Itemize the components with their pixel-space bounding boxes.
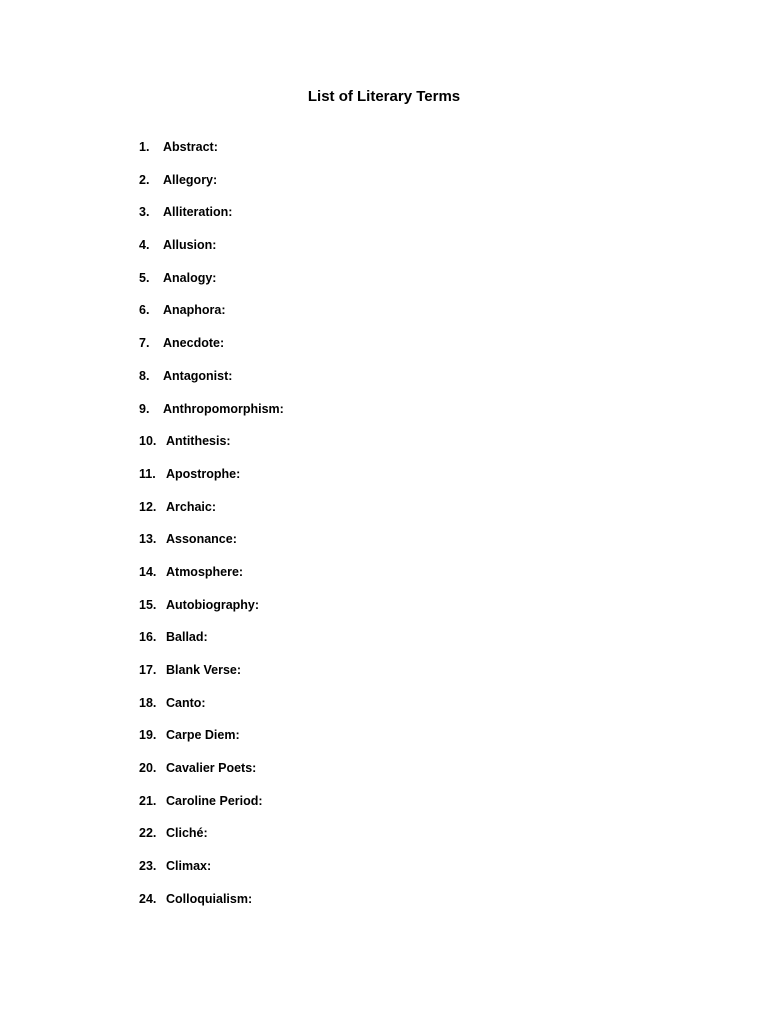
term-number: 21. (139, 793, 157, 808)
term-label: Carpe Diem: (166, 728, 240, 743)
term-label: Cliché: (166, 826, 208, 841)
term-number: 24. (139, 891, 157, 906)
list-item (139, 694, 284, 727)
term-number: 3. (139, 205, 150, 220)
term-label: Colloquialism: (166, 891, 253, 906)
term-label: Analogy: (163, 270, 217, 285)
list-item (139, 334, 284, 367)
term-label: Apostrophe: (166, 466, 241, 481)
list-item (139, 203, 284, 236)
term-label: Atmosphere: (166, 564, 244, 579)
term-label: Blank Verse: (166, 663, 242, 677)
term-number: 12. (139, 499, 157, 514)
term-number: 5. (139, 270, 150, 285)
term-label: Anthropomorphism: (163, 401, 284, 416)
term-label: Abstract: (163, 140, 218, 154)
list-item (139, 596, 284, 629)
term-label: Antithesis: (166, 434, 231, 449)
term-number: 2. (139, 172, 150, 187)
list-item (139, 301, 284, 334)
term-list (139, 138, 284, 923)
term-label: Caroline Period: (166, 793, 263, 808)
list-item (139, 138, 284, 171)
term-number: 13. (139, 532, 157, 547)
term-label: Ballad: (166, 630, 208, 645)
term-number: 23. (139, 859, 157, 874)
term-number: 6. (139, 303, 150, 318)
list-item (139, 857, 284, 890)
term-label: Canto: (166, 695, 206, 710)
term-label: Alliteration: (163, 205, 233, 220)
list-item (139, 367, 284, 400)
term-number: 4. (139, 238, 150, 253)
term-label: Anaphora: (163, 303, 226, 318)
term-label: Allegory: (163, 172, 218, 187)
list-item (139, 890, 284, 923)
page-title: List of Literary Terms (307, 88, 461, 105)
list-item (139, 759, 284, 792)
list-item (139, 269, 284, 302)
term-number: 17. (139, 663, 157, 677)
list-item (139, 400, 284, 433)
term-label: Assonance: (166, 532, 237, 547)
term-label: Archaic: (166, 499, 217, 514)
list-item (139, 824, 284, 857)
list-item (139, 498, 284, 531)
term-label: Anecdote: (163, 336, 225, 351)
list-item (139, 726, 284, 759)
term-label: Climax: (166, 859, 212, 874)
term-number: 11. (139, 466, 156, 481)
term-label: Antagonist: (163, 368, 233, 383)
term-number: 19. (139, 728, 157, 743)
list-item (139, 661, 284, 694)
term-number: 22. (139, 826, 157, 841)
list-item (139, 563, 284, 596)
list-item (139, 236, 284, 269)
term-number: 8. (139, 368, 150, 383)
term-label: Allusion: (163, 238, 217, 253)
term-number: 9. (139, 401, 150, 416)
term-number: 7. (139, 336, 150, 351)
term-label: Cavalier Poets: (166, 761, 257, 776)
list-item (139, 465, 284, 498)
term-number: 1. (139, 140, 150, 154)
term-number: 16. (139, 630, 157, 645)
term-number: 15. (139, 597, 157, 612)
term-label: Autobiography: (166, 597, 260, 612)
term-number: 18. (139, 695, 157, 710)
list-item (139, 792, 284, 825)
term-number: 10. (139, 434, 157, 449)
list-item (139, 530, 284, 563)
term-number: 20. (139, 761, 157, 776)
list-item (139, 432, 284, 465)
list-item (139, 628, 284, 661)
term-number: 14. (139, 564, 157, 579)
list-item (139, 171, 284, 204)
